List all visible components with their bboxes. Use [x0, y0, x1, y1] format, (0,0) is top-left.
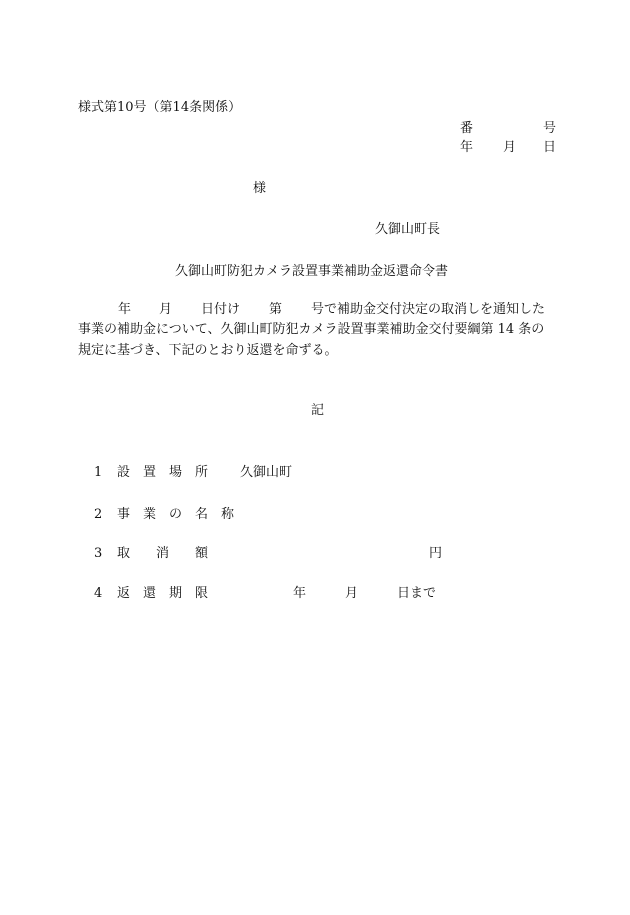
item-value: 年 月 日まで [293, 586, 437, 601]
item-number: 1 [94, 465, 103, 480]
body-date-suffix: 日付け [201, 302, 241, 317]
item-label: 設 置 場 所 [117, 465, 209, 480]
form-number-label: 様式第10号（第14条関係） [78, 100, 242, 115]
body-month: 月 [159, 302, 173, 317]
body-line-2: 事業の補助金について、久御山町防犯カメラ設置事業補助金交付要綱第 14 条の [78, 322, 545, 337]
document-title: 久御山町防犯カメラ設置事業補助金返還命令書 [175, 264, 449, 279]
body-year: 年 [118, 302, 132, 317]
addressee-suffix: 様 [253, 181, 267, 196]
item-label: 返 還 期 限 [117, 586, 209, 601]
item-number: 2 [94, 507, 103, 522]
item-value: 久御山町 [240, 465, 293, 480]
date-day: 日 [543, 140, 557, 155]
date-year: 年 [460, 140, 474, 155]
item-number: 4 [94, 586, 103, 601]
document-number-go: 号 [543, 121, 557, 136]
item-number: 3 [94, 546, 103, 561]
item-label: 取 消 額 [117, 546, 209, 561]
ki-heading: 記 [311, 403, 325, 418]
body-dai: 第 [269, 302, 283, 317]
item-label: 事 業 の 名 称 [117, 507, 235, 522]
item-value: 円 [429, 546, 443, 561]
body-line-3: 規定に基づき、下記のとおり返還を命ずる。 [78, 343, 338, 358]
issuer-name: 久御山町長 [375, 222, 441, 237]
body-notice-text: 号で補助金交付決定の取消しを通知した [311, 302, 546, 317]
date-month: 月 [503, 140, 517, 155]
document-number-ban: 番 [460, 121, 474, 136]
